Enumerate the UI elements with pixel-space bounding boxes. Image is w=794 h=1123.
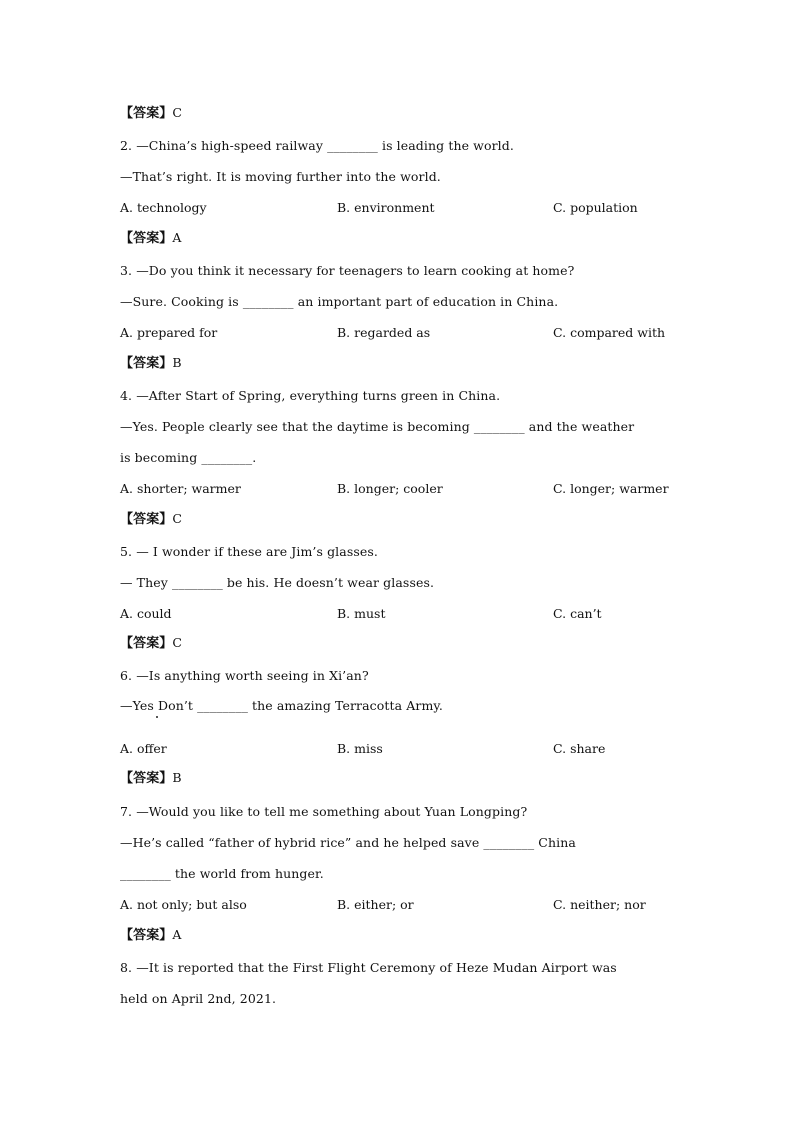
question-7-option-b: B. either; or	[337, 897, 414, 912]
question-4-line-1: 4. —After Start of Spring, everything turns green in China.	[120, 388, 501, 403]
answer-label: 【答案】	[120, 356, 173, 371]
answer-value: C	[172, 635, 183, 650]
answer-value: A	[172, 927, 182, 942]
question-3-line-2: —Sure. Cooking is ________ an important part of education in China.	[120, 294, 559, 309]
question-3-option-a: A. prepared for	[120, 325, 218, 340]
answer-label: 【答案】	[120, 106, 173, 121]
answer-q3	[120, 353, 182, 373]
answer-value: B	[172, 355, 182, 370]
answer-label: 【答案】	[120, 512, 173, 527]
answer-q4	[120, 509, 182, 529]
answer-q2	[120, 228, 182, 248]
answer-label: 【答案】	[120, 928, 173, 943]
question-3-option-c: C. compared with	[553, 325, 666, 340]
question-6-line-1: 6. —Is anything worth seeing in Xi’an?	[120, 668, 369, 683]
question-5-option-a: A. could	[120, 606, 172, 621]
answer-q6	[120, 768, 182, 788]
question-2-option-a: A. technology	[120, 200, 207, 215]
question-6-option-b: B. miss	[337, 741, 383, 756]
question-4-option-b: B. longer; cooler	[337, 481, 443, 496]
question-2-line-1: 2. —China’s high-speed railway ________ is leading the world.	[120, 138, 514, 153]
question-2-line-2: —That’s right. It is moving further into the world.	[120, 169, 441, 184]
question-8-line-2: held on April 2nd, 2021.	[120, 991, 277, 1006]
question-8-line-1: 8. —It is reported that the First Flight Ceremony of Heze Mudan Airport was	[120, 960, 617, 975]
question-7-line-3: ________ the world from hunger.	[120, 866, 324, 881]
question-2-option-b: B. environment	[337, 200, 435, 215]
question-3-line-1: 3. —Do you think it necessary for teenagers to learn cooking at home?	[120, 263, 575, 278]
question-5-option-c: C. can’t	[553, 606, 602, 621]
answer-value: A	[172, 230, 182, 245]
question-5-line-1: 5. — I wonder if these are Jim’s glasses.	[120, 544, 378, 559]
answer-q1	[120, 103, 182, 123]
question-4-line-2: —Yes. People clearly see that the daytime is becoming ________ and the weather	[120, 419, 635, 434]
question-4-option-c: C. longer; warmer	[553, 481, 669, 496]
question-7-line-1: 7. —Would you like to tell me something about Yuan Longping?	[120, 804, 528, 819]
question-2-option-c: C. population	[553, 200, 638, 215]
stray-dot-mark	[156, 716, 158, 718]
question-7-option-c: C. neither; nor	[553, 897, 646, 912]
answer-label: 【答案】	[120, 771, 173, 786]
answer-label: 【答案】	[120, 636, 173, 651]
answer-value: B	[172, 770, 182, 785]
answer-q7	[120, 925, 182, 945]
question-4-line-3: is becoming ________.	[120, 450, 257, 465]
question-6-line-2: —Yes Don’t ________ the amazing Terracotta Army.	[120, 698, 444, 713]
answer-label: 【答案】	[120, 231, 173, 246]
question-6-option-a: A. offer	[120, 741, 167, 756]
question-7-line-2: —He’s called “father of hybrid rice” and he helped save ________ China	[120, 835, 576, 850]
question-5-line-2: — They ________ be his. He doesn’t wear glasses.	[120, 575, 435, 590]
question-3-option-b: B. regarded as	[337, 325, 431, 340]
question-7-option-a: A. not only; but also	[120, 897, 247, 912]
question-6-option-c: C. share	[553, 741, 606, 756]
answer-value: C	[172, 105, 183, 120]
question-4-option-a: A. shorter; warmer	[120, 481, 241, 496]
answer-value: C	[172, 511, 183, 526]
question-5-option-b: B. must	[337, 606, 386, 621]
answer-q5	[120, 633, 182, 653]
